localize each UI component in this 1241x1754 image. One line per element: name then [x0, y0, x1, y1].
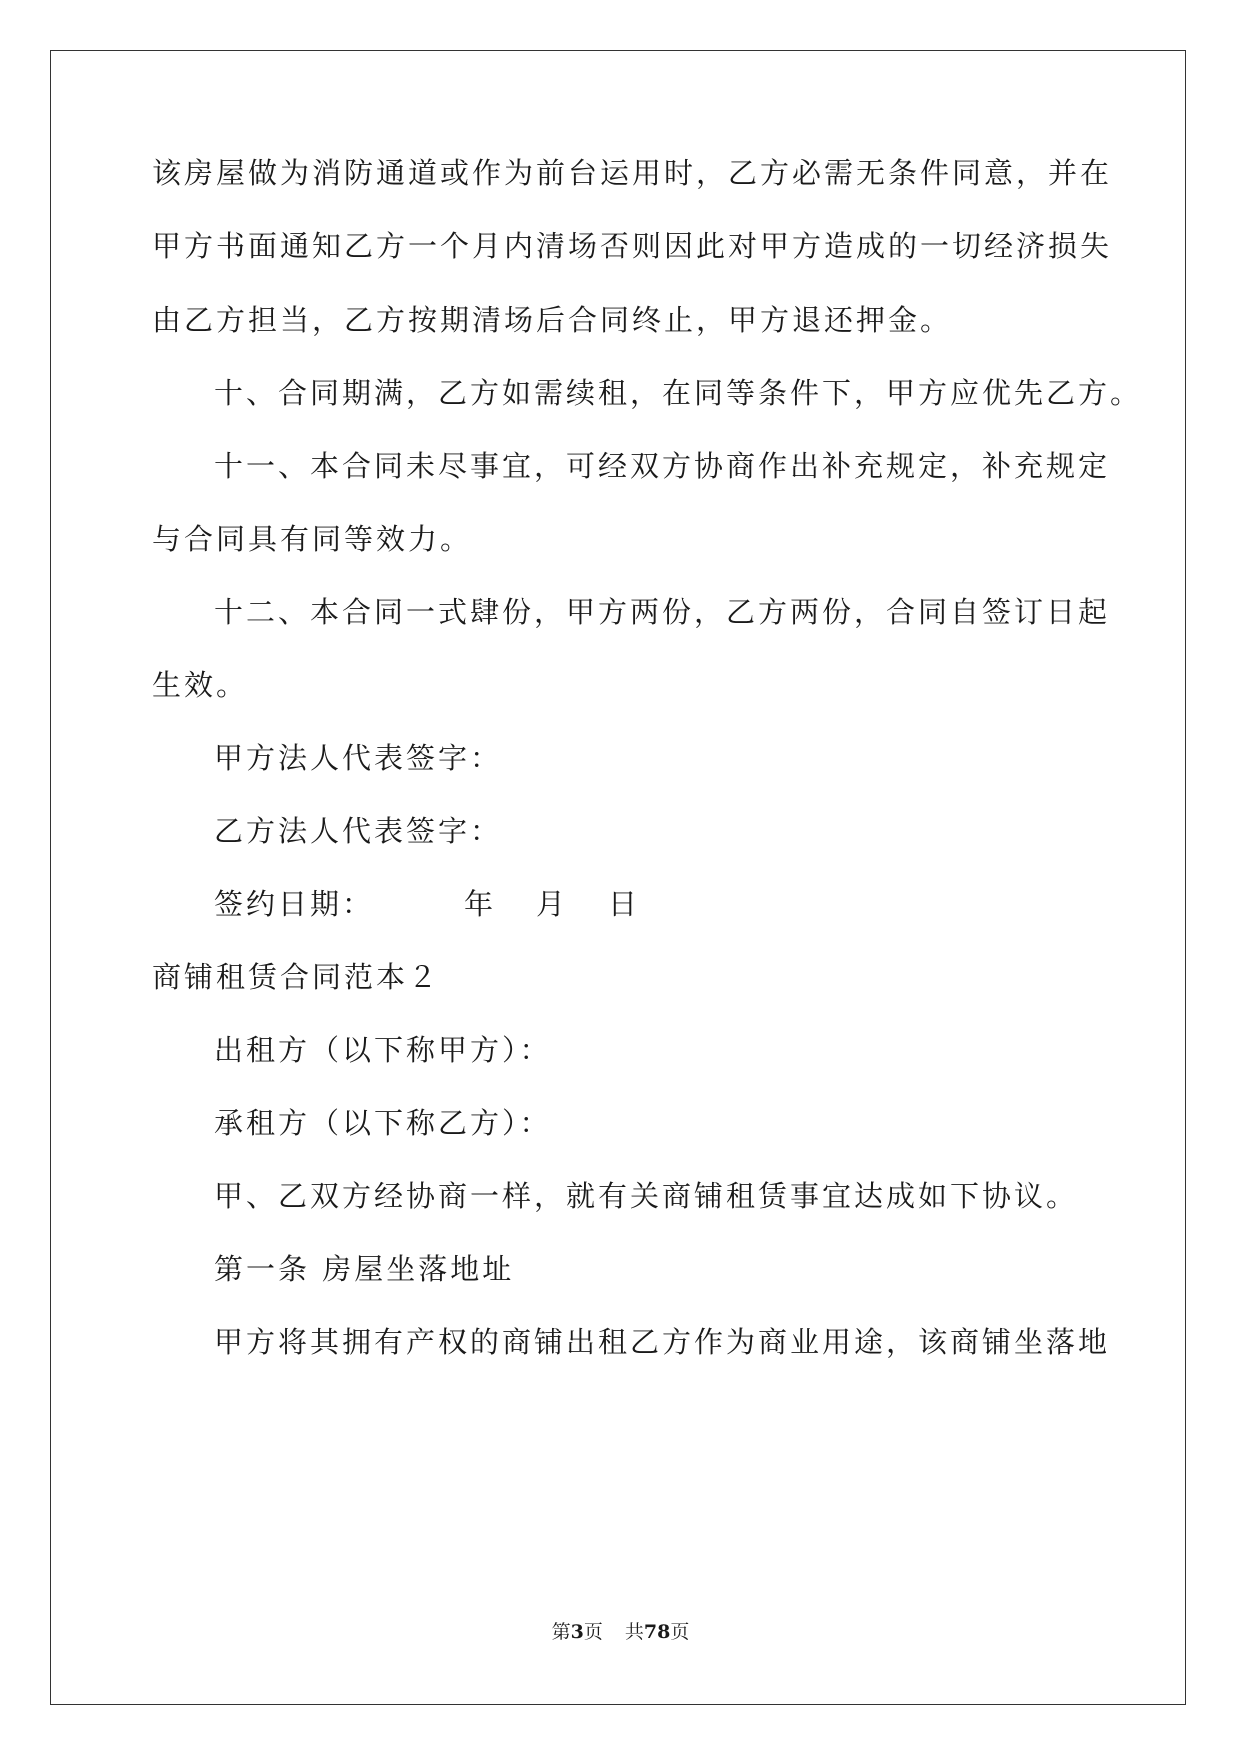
sign-date-day: 日: [608, 887, 641, 921]
footer-total-prefix: 共: [624, 1621, 644, 1643]
party-b-signature-label: 乙方法人代表签字：: [214, 814, 503, 848]
sign-date-label: 签约日期：: [214, 887, 375, 921]
footer-prefix: 第: [551, 1621, 571, 1643]
clause-11: 十一、本合同未尽事宜，可经双方协商作出补充规定，补充规定: [214, 449, 1111, 483]
footer-total-unit: 页: [670, 1621, 690, 1643]
lessor-label: 出租方（以下称甲方）：: [214, 1033, 552, 1067]
sign-date-year: 年: [464, 887, 497, 921]
party-a-signature-label: 甲方法人代表签字：: [214, 741, 503, 775]
clause-12-cont: 生效。: [152, 668, 249, 702]
agreement-intro: 甲、乙双方经协商一样，就有关商铺租赁事宜达成如下协议。: [214, 1179, 1079, 1213]
footer-total-pages: 78: [643, 1621, 671, 1643]
body-line-2: 甲方书面通知乙方一个月内清场否则因此对甲方造成的一切经济损失: [152, 229, 1113, 263]
article-1-heading: 第一条 房屋坐落地址: [214, 1252, 515, 1286]
sign-date-line: [214, 887, 640, 921]
section-title: 商铺租赁合同范本２: [152, 960, 441, 994]
page-border: [50, 50, 1186, 1705]
lessee-label: 承租方（以下称乙方）：: [214, 1106, 552, 1140]
footer-page-unit: 页: [583, 1621, 603, 1643]
clause-12: 十二、本合同一式肆份，甲方两份，乙方两份，合同自签订日起: [214, 595, 1111, 629]
footer-page-number: 3: [570, 1621, 584, 1643]
clause-11-cont: 与合同具有同等效力。: [152, 522, 473, 556]
body-line-1: 该房屋做为消防通道或作为前台运用时，乙方必需无条件同意，并在: [152, 156, 1113, 190]
clause-10: 十、合同期满，乙方如需续租，在同等条件下，甲方应优先乙方。: [214, 376, 1143, 410]
body-line-3: 由乙方担当，乙方按期清场后合同终止，甲方退还押金。: [152, 303, 953, 337]
sign-date-month: 月: [536, 887, 569, 921]
page-footer: [0, 1620, 1241, 1644]
article-1-body: 甲方将其拥有产权的商铺出租乙方作为商业用途，该商铺坐落地: [214, 1325, 1111, 1359]
